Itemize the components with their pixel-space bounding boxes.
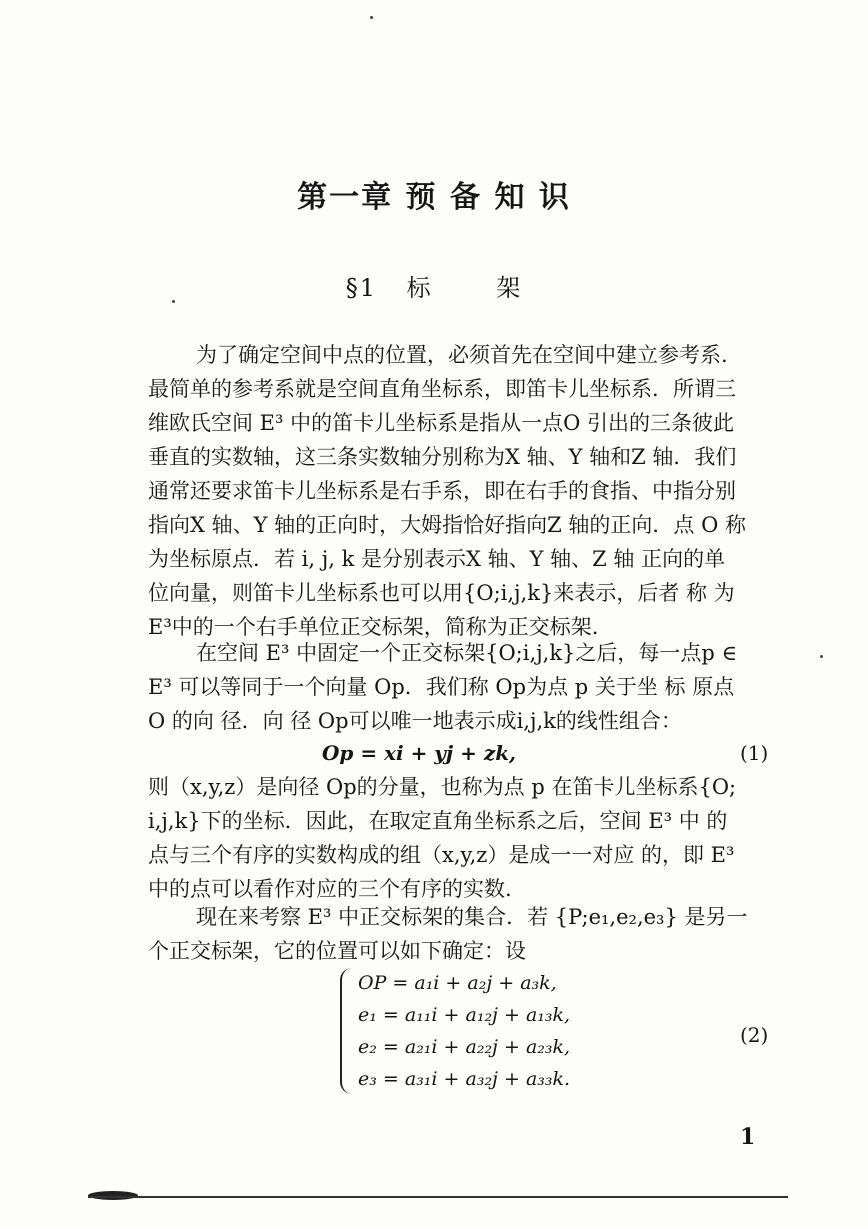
- chapter-title: 第一章 预 备 知 识: [297, 180, 571, 215]
- scan-speck: [820, 655, 823, 658]
- text-line: 在空间 E³ 中固定一个正交标架{O;i,j,k}之后，每一点p ∈: [196, 641, 738, 665]
- left-brace: [340, 968, 356, 1094]
- section-title-part1: 标: [406, 274, 433, 302]
- text-line: 为坐标原点．若 i, j, k 是分别表示X 轴、Y 轴、Z 轴 正向的单: [148, 547, 726, 571]
- equation-2-row: e₃ = a₃₁i + a₃₂j + a₃₃k.: [358, 1068, 571, 1090]
- equation-2-row: e₂ = a₂₁i + a₂₂j + a₂₃k,: [358, 1036, 571, 1058]
- text-line: 中的点可以看作对应的三个有序的实数.: [148, 877, 512, 901]
- page-number: 1: [740, 1124, 756, 1150]
- text-line: E³中的一个右手单位正交标架，简称为正交标架.: [148, 615, 599, 639]
- text-line: 通常还要求笛卡儿坐标系是右手系，即在右手的食指、中指分别: [148, 479, 736, 503]
- text-line: 个正交标架，它的位置可以如下确定：设: [148, 939, 526, 963]
- text-line: 则（x,y,z）是向径 Op的分量，也称为点 p 在笛卡儿坐标系{O;: [148, 775, 737, 799]
- equation-2-row: e₁ = a₁₁i + a₁₂j + a₁₃k,: [358, 1004, 571, 1026]
- text-line: 位向量，则笛卡儿坐标系也可以用{O;i,j,k}来表示，后者 称 为: [148, 581, 735, 605]
- text-line: 现在来考察 E³ 中正交标架的集合．若 {P;e₁,e₂,e₃} 是另一: [196, 905, 748, 929]
- text-line: 指向X 轴、Y 轴的正向时，大姆指恰好指向Z 轴的正向．点 O 称: [148, 513, 746, 537]
- text-line: i,j,k}下的坐标．因此，在取定直角坐标系之后，空间 E³ 中 的: [148, 809, 728, 833]
- scan-speck: [370, 16, 373, 19]
- equation-1-number: (1): [740, 741, 769, 765]
- text-line: E³ 可以等同于一个向量 Op．我们称 Op为点 p 关于坐 标 原点: [148, 675, 735, 699]
- text-line: O 的向 径．向 径 Op可以唯一地表示成i,j,k的线性组合：: [148, 709, 682, 733]
- section-title: [0, 268, 868, 303]
- text-line: 为了确定空间中点的位置，必须首先在空间中建立参考系.: [196, 343, 728, 367]
- text-line: 点与三个有序的实数构成的组（x,y,z）是成一一对应 的，即 E³: [148, 843, 735, 867]
- equation-2-system: [338, 966, 598, 1096]
- section-title-part2: 架: [496, 274, 523, 302]
- scan-speck: [172, 300, 175, 303]
- text-line: 最简单的参考系就是空间直角坐标系，即笛卡儿坐标系．所谓三: [148, 377, 736, 401]
- text-line: 垂直的实数轴，这三条实数轴分别称为X 轴、Y 轴和Z 轴．我们: [148, 445, 737, 469]
- footer-rule: [88, 1196, 788, 1198]
- section-number: §1: [345, 274, 377, 302]
- equation-2-number: (2): [740, 1023, 769, 1047]
- equation-1: Op = xi + yj + zk,: [322, 741, 517, 765]
- text-line: 维欧氏空间 E³ 中的笛卡儿坐标系是指从一点O 引出的三条彼此: [148, 411, 734, 435]
- equation-2-row: OP = a₁i + a₂j + a₃k,: [358, 972, 557, 994]
